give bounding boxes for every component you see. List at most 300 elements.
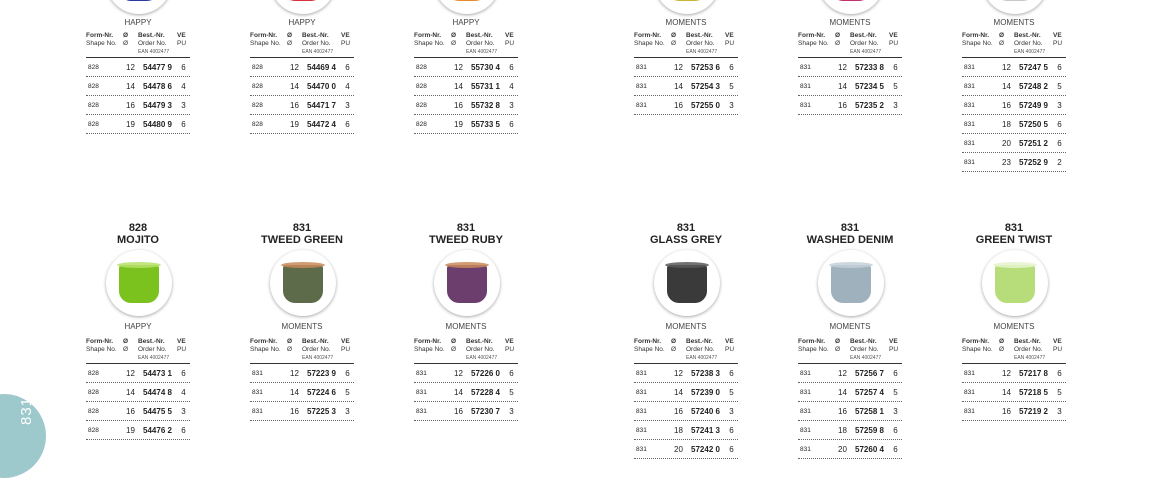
- product-image: [270, 0, 336, 14]
- page-tab-label: 831: [18, 396, 35, 425]
- cell-order: 57260 4: [855, 444, 884, 454]
- cell-order: 57256 7: [855, 368, 884, 378]
- product-image: [654, 0, 720, 14]
- header-sublabel: Ø: [999, 346, 1005, 353]
- pot-rim: [445, 262, 489, 268]
- header-sublabel: PU: [505, 40, 515, 47]
- cell-form: 831: [964, 369, 975, 377]
- table-row: [962, 153, 1066, 172]
- cell-ve: 3: [181, 406, 186, 416]
- header-label: VE: [505, 338, 514, 345]
- header-label: Ø: [287, 338, 293, 345]
- cell-dia: 12: [454, 368, 463, 378]
- cell-order: 57258 1: [855, 406, 884, 416]
- ean-label: EAN 4002477: [1014, 49, 1046, 55]
- header-ve: [341, 32, 354, 48]
- header-label: Ø: [123, 32, 129, 39]
- cell-ve: 3: [181, 100, 186, 110]
- cell-dia: 14: [674, 387, 683, 397]
- header-dia: [287, 338, 302, 354]
- cell-dia: 18: [1002, 119, 1011, 129]
- header-sublabel: Order No.: [466, 40, 495, 47]
- cell-order: 57238 3: [691, 368, 720, 378]
- cell-form: 828: [252, 63, 263, 71]
- pot-rim: [665, 262, 709, 268]
- cell-form: 831: [252, 388, 263, 396]
- cell-ve: 6: [509, 368, 514, 378]
- table-row: [798, 440, 902, 459]
- pot-shape: [831, 265, 871, 303]
- header-ve: [1053, 32, 1066, 48]
- cell-dia: 19: [126, 425, 135, 435]
- header-sublabel: Shape No.: [250, 40, 281, 47]
- pot-rim: [281, 262, 325, 268]
- table-row: [86, 96, 190, 115]
- table-row: [962, 77, 1066, 96]
- cell-dia: 19: [454, 119, 463, 129]
- table-row: [250, 115, 354, 134]
- table-row: [634, 364, 738, 383]
- cell-dia: 16: [1002, 100, 1011, 110]
- cell-dia: 12: [290, 62, 299, 72]
- cell-ve: 6: [181, 62, 186, 72]
- cell-form: 831: [252, 407, 263, 415]
- cell-ve: 6: [345, 62, 350, 72]
- header-sublabel: PU: [505, 346, 515, 353]
- pot-rim: [117, 262, 161, 268]
- header-label: VE: [341, 32, 350, 39]
- cell-form: 831: [636, 388, 647, 396]
- header-sublabel: Order No.: [138, 40, 167, 47]
- series-label: HAPPY: [452, 18, 480, 27]
- cell-dia: 14: [454, 81, 463, 91]
- header-label: Form-Nr.: [962, 32, 990, 39]
- header-label: Ø: [123, 338, 129, 345]
- table-row: [414, 364, 518, 383]
- cell-order: 54474 8: [143, 387, 172, 397]
- cell-form: 831: [964, 82, 975, 90]
- cell-dia: 16: [290, 406, 299, 416]
- header-order: [138, 338, 177, 354]
- cell-ve: 3: [893, 406, 898, 416]
- header-order: [302, 338, 341, 354]
- cell-order: 57217 8: [1019, 368, 1048, 378]
- cell-ve: 6: [893, 62, 898, 72]
- header-form: [962, 338, 999, 354]
- header-sublabel: PU: [1053, 40, 1063, 47]
- cell-dia: 16: [838, 100, 847, 110]
- header-label: Form-Nr.: [86, 338, 114, 345]
- header-form: [86, 32, 123, 48]
- header-form: [634, 32, 671, 48]
- ean-label: EAN 4002477: [466, 49, 498, 55]
- cell-dia: 12: [1002, 62, 1011, 72]
- header-sublabel: Ø: [671, 40, 677, 47]
- cell-ve: 6: [181, 119, 186, 129]
- header-ve: [505, 338, 518, 354]
- header-label: Best.-Nr.: [850, 32, 877, 39]
- series-label: HAPPY: [124, 322, 152, 331]
- table-row: [250, 364, 354, 383]
- header-label: VE: [725, 32, 734, 39]
- header-ve: [889, 338, 902, 354]
- header-sublabel: Order No.: [466, 346, 495, 353]
- cell-order: 57251 2: [1019, 138, 1048, 148]
- header-sublabel: Ø: [999, 40, 1005, 47]
- header-dia: [123, 338, 138, 354]
- header-label: Best.-Nr.: [138, 338, 165, 345]
- cell-order: 54475 5: [143, 406, 172, 416]
- cell-ve: 5: [1057, 81, 1062, 91]
- table-row: [250, 77, 354, 96]
- shape-number: 831: [1004, 222, 1024, 234]
- pot-shape: [667, 0, 707, 1]
- cell-form: 831: [964, 120, 975, 128]
- table-header: [962, 338, 1066, 354]
- cell-ve: 6: [1057, 119, 1062, 129]
- table-row: [634, 77, 738, 96]
- header-dia: [671, 32, 686, 48]
- header-label: VE: [177, 338, 186, 345]
- product-table: [798, 338, 902, 459]
- header-label: Form-Nr.: [414, 338, 442, 345]
- cell-order: 57254 3: [691, 81, 720, 91]
- cell-form: 831: [636, 82, 647, 90]
- header-order: [466, 32, 505, 48]
- cell-ve: 3: [1057, 100, 1062, 110]
- header-sublabel: Ø: [451, 40, 457, 47]
- cell-dia: 14: [838, 387, 847, 397]
- cell-ve: 6: [509, 119, 514, 129]
- cell-ve: 5: [893, 387, 898, 397]
- cell-dia: 16: [126, 406, 135, 416]
- header-label: Ø: [835, 338, 841, 345]
- cell-form: 831: [964, 407, 975, 415]
- header-sublabel: PU: [725, 346, 735, 353]
- table-header: [634, 32, 738, 48]
- series-label: MOMENTS: [993, 18, 1035, 27]
- table-row: [250, 402, 354, 421]
- cell-form: 831: [800, 82, 811, 90]
- header-label: Best.-Nr.: [302, 338, 329, 345]
- table-header: [250, 338, 354, 354]
- cell-form: 831: [800, 369, 811, 377]
- series-label: MOMENTS: [829, 322, 871, 331]
- cell-ve: 3: [729, 406, 734, 416]
- pot-shape: [831, 0, 871, 1]
- cell-order: 55731 1: [471, 81, 500, 91]
- header-sublabel: Ø: [451, 346, 457, 353]
- cell-form: 828: [88, 82, 99, 90]
- cell-ve: 6: [345, 119, 350, 129]
- header-sublabel: Shape No.: [798, 346, 829, 353]
- product-table: [634, 32, 738, 115]
- ean-label: EAN 4002477: [138, 49, 170, 55]
- cell-order: 57230 7: [471, 406, 500, 416]
- cell-order: 57250 5: [1019, 119, 1048, 129]
- cell-ve: 3: [509, 100, 514, 110]
- cell-dia: 20: [1002, 138, 1011, 148]
- ean-label: EAN 4002477: [302, 355, 334, 361]
- cell-order: 54480 9: [143, 119, 172, 129]
- product-table: [250, 338, 354, 421]
- cell-ve: 6: [729, 368, 734, 378]
- table-row: [86, 58, 190, 77]
- cell-order: 57225 3: [307, 406, 336, 416]
- header-label: Form-Nr.: [798, 338, 826, 345]
- header-label: Form-Nr.: [250, 32, 278, 39]
- table-row: [962, 383, 1066, 402]
- table-row: [962, 96, 1066, 115]
- header-sublabel: Order No.: [850, 40, 879, 47]
- header-sublabel: Shape No.: [86, 346, 117, 353]
- table-row: [86, 115, 190, 134]
- cell-form: 831: [964, 388, 975, 396]
- series-label: MOMENTS: [993, 322, 1035, 331]
- product-image: [818, 250, 884, 316]
- cell-ve: 6: [181, 425, 186, 435]
- cell-order: 54477 9: [143, 62, 172, 72]
- header-label: Form-Nr.: [250, 338, 278, 345]
- product-block: [634, 222, 738, 454]
- product-block: [250, 222, 354, 416]
- pot-shape: [283, 265, 323, 303]
- pot-shape: [667, 265, 707, 303]
- header-form: [414, 32, 451, 48]
- product-name: TWEED RUBY: [429, 234, 503, 246]
- cell-order: 57255 0: [691, 100, 720, 110]
- cell-form: 831: [416, 369, 427, 377]
- header-ve: [505, 32, 518, 48]
- header-ve: [341, 338, 354, 354]
- cell-order: 57235 2: [855, 100, 884, 110]
- table-row: [634, 421, 738, 440]
- header-order: [686, 32, 725, 48]
- cell-order: 57240 6: [691, 406, 720, 416]
- table-row: [86, 402, 190, 421]
- product-image: [106, 0, 172, 14]
- cell-dia: 18: [838, 425, 847, 435]
- cell-form: 828: [88, 388, 99, 396]
- table-header: [414, 32, 518, 48]
- cell-order: 57253 6: [691, 62, 720, 72]
- shape-number: 831: [456, 222, 476, 234]
- cell-ve: 4: [181, 81, 186, 91]
- cell-dia: 20: [674, 444, 683, 454]
- header-ve: [1053, 338, 1066, 354]
- ean-label: EAN 4002477: [850, 355, 882, 361]
- cell-form: 831: [636, 407, 647, 415]
- cell-ve: 3: [509, 406, 514, 416]
- product-table: [414, 338, 518, 421]
- cell-ve: 6: [893, 444, 898, 454]
- table-row: [798, 383, 902, 402]
- header-label: Form-Nr.: [798, 32, 826, 39]
- cell-ve: 6: [1057, 138, 1062, 148]
- pot-shape: [995, 0, 1035, 1]
- header-order: [1014, 32, 1053, 48]
- header-label: VE: [505, 32, 514, 39]
- header-form: [250, 338, 287, 354]
- header-sublabel: PU: [341, 346, 351, 353]
- header-dia: [451, 32, 466, 48]
- cell-form: 831: [800, 101, 811, 109]
- cell-dia: 14: [290, 81, 299, 91]
- cell-dia: 14: [1002, 387, 1011, 397]
- header-form: [86, 338, 123, 354]
- cell-dia: 12: [126, 62, 135, 72]
- cell-form: 831: [252, 369, 263, 377]
- cell-form: 828: [88, 101, 99, 109]
- header-sublabel: Order No.: [850, 346, 879, 353]
- header-order: [850, 32, 889, 48]
- header-form: [962, 32, 999, 48]
- header-dia: [999, 338, 1014, 354]
- cell-dia: 19: [126, 119, 135, 129]
- product-name: WASHED DENIM: [806, 234, 894, 246]
- ean-label: EAN 4002477: [466, 355, 498, 361]
- cell-ve: 3: [345, 100, 350, 110]
- table-row: [634, 383, 738, 402]
- ean-label: EAN 4002477: [686, 49, 718, 55]
- cell-dia: 12: [290, 368, 299, 378]
- table-header: [962, 32, 1066, 48]
- cell-form: 828: [416, 101, 427, 109]
- cell-ve: 4: [345, 81, 350, 91]
- cell-dia: 12: [838, 368, 847, 378]
- cell-form: 831: [800, 445, 811, 453]
- cell-form: 828: [416, 120, 427, 128]
- cell-dia: 12: [454, 62, 463, 72]
- series-label: HAPPY: [288, 18, 316, 27]
- header-sublabel: Shape No.: [962, 346, 993, 353]
- header-sublabel: PU: [341, 40, 351, 47]
- header-sublabel: PU: [725, 40, 735, 47]
- table-row: [414, 402, 518, 421]
- product-table: [798, 32, 902, 115]
- header-sublabel: Ø: [287, 346, 293, 353]
- table-header: [798, 32, 902, 48]
- product-table: [250, 32, 354, 134]
- table-header: [250, 32, 354, 48]
- cell-order: 57249 9: [1019, 100, 1048, 110]
- header-form: [414, 338, 451, 354]
- header-label: VE: [889, 338, 898, 345]
- header-sublabel: Shape No.: [86, 40, 117, 47]
- product-block: [86, 222, 190, 435]
- cell-form: 828: [416, 82, 427, 90]
- cell-ve: 2: [1057, 157, 1062, 167]
- header-sublabel: PU: [889, 346, 899, 353]
- product-image: [106, 250, 172, 316]
- cell-order: 54478 6: [143, 81, 172, 91]
- product-image: [982, 0, 1048, 14]
- product-image: [270, 250, 336, 316]
- cell-form: 828: [252, 101, 263, 109]
- ean-label: EAN 4002477: [138, 355, 170, 361]
- cell-ve: 4: [509, 81, 514, 91]
- header-sublabel: Shape No.: [414, 40, 445, 47]
- pot-rim: [829, 262, 873, 268]
- cell-form: 831: [964, 139, 975, 147]
- product-block: [798, 222, 902, 454]
- cell-dia: 14: [126, 387, 135, 397]
- header-sublabel: Order No.: [1014, 40, 1043, 47]
- cell-dia: 23: [1002, 157, 1011, 167]
- cell-form: 828: [88, 407, 99, 415]
- product-image: [982, 250, 1048, 316]
- cell-form: 831: [964, 63, 975, 71]
- cell-order: 57248 2: [1019, 81, 1048, 91]
- cell-form: 831: [636, 445, 647, 453]
- header-sublabel: Ø: [671, 346, 677, 353]
- header-sublabel: Ø: [835, 40, 841, 47]
- cell-order: 57224 6: [307, 387, 336, 397]
- shape-number: 831: [676, 222, 696, 234]
- pot-shape: [995, 265, 1035, 303]
- cell-form: 831: [416, 388, 427, 396]
- cell-dia: 12: [1002, 368, 1011, 378]
- table-header: [86, 32, 190, 48]
- cell-dia: 20: [838, 444, 847, 454]
- product-image: [818, 0, 884, 14]
- header-sublabel: Order No.: [302, 40, 331, 47]
- cell-order: 54470 0: [307, 81, 336, 91]
- cell-dia: 16: [838, 406, 847, 416]
- header-order: [686, 338, 725, 354]
- cell-form: 828: [416, 63, 427, 71]
- cell-order: 57252 9: [1019, 157, 1048, 167]
- header-sublabel: PU: [177, 40, 187, 47]
- header-label: VE: [1053, 32, 1062, 39]
- cell-order: 57226 0: [471, 368, 500, 378]
- header-order: [466, 338, 505, 354]
- cell-form: 828: [88, 369, 99, 377]
- cell-form: 831: [416, 407, 427, 415]
- header-dia: [835, 338, 850, 354]
- product-image: [434, 0, 500, 14]
- product-name: GLASS GREY: [649, 234, 723, 246]
- header-label: Form-Nr.: [86, 32, 114, 39]
- cell-order: 57239 0: [691, 387, 720, 397]
- table-row: [414, 115, 518, 134]
- product-table: [414, 32, 518, 134]
- table-row: [250, 383, 354, 402]
- header-sublabel: Shape No.: [962, 40, 993, 47]
- header-form: [634, 338, 671, 354]
- table-row: [962, 115, 1066, 134]
- cell-dia: 16: [290, 100, 299, 110]
- header-label: Form-Nr.: [414, 32, 442, 39]
- pot-shape: [447, 265, 487, 303]
- series-label: MOMENTS: [829, 18, 871, 27]
- header-dia: [123, 32, 138, 48]
- product-name: TWEED GREEN: [261, 234, 343, 246]
- cell-order: 54476 2: [143, 425, 172, 435]
- cell-form: 828: [252, 120, 263, 128]
- table-row: [798, 421, 902, 440]
- cell-dia: 12: [674, 62, 683, 72]
- cell-order: 57218 5: [1019, 387, 1048, 397]
- header-sublabel: Shape No.: [414, 346, 445, 353]
- pot-rim: [993, 262, 1037, 268]
- header-sublabel: Ø: [287, 40, 293, 47]
- cell-dia: 14: [1002, 81, 1011, 91]
- cell-order: 57219 2: [1019, 406, 1048, 416]
- header-dia: [999, 32, 1014, 48]
- cell-dia: 12: [838, 62, 847, 72]
- header-dia: [451, 338, 466, 354]
